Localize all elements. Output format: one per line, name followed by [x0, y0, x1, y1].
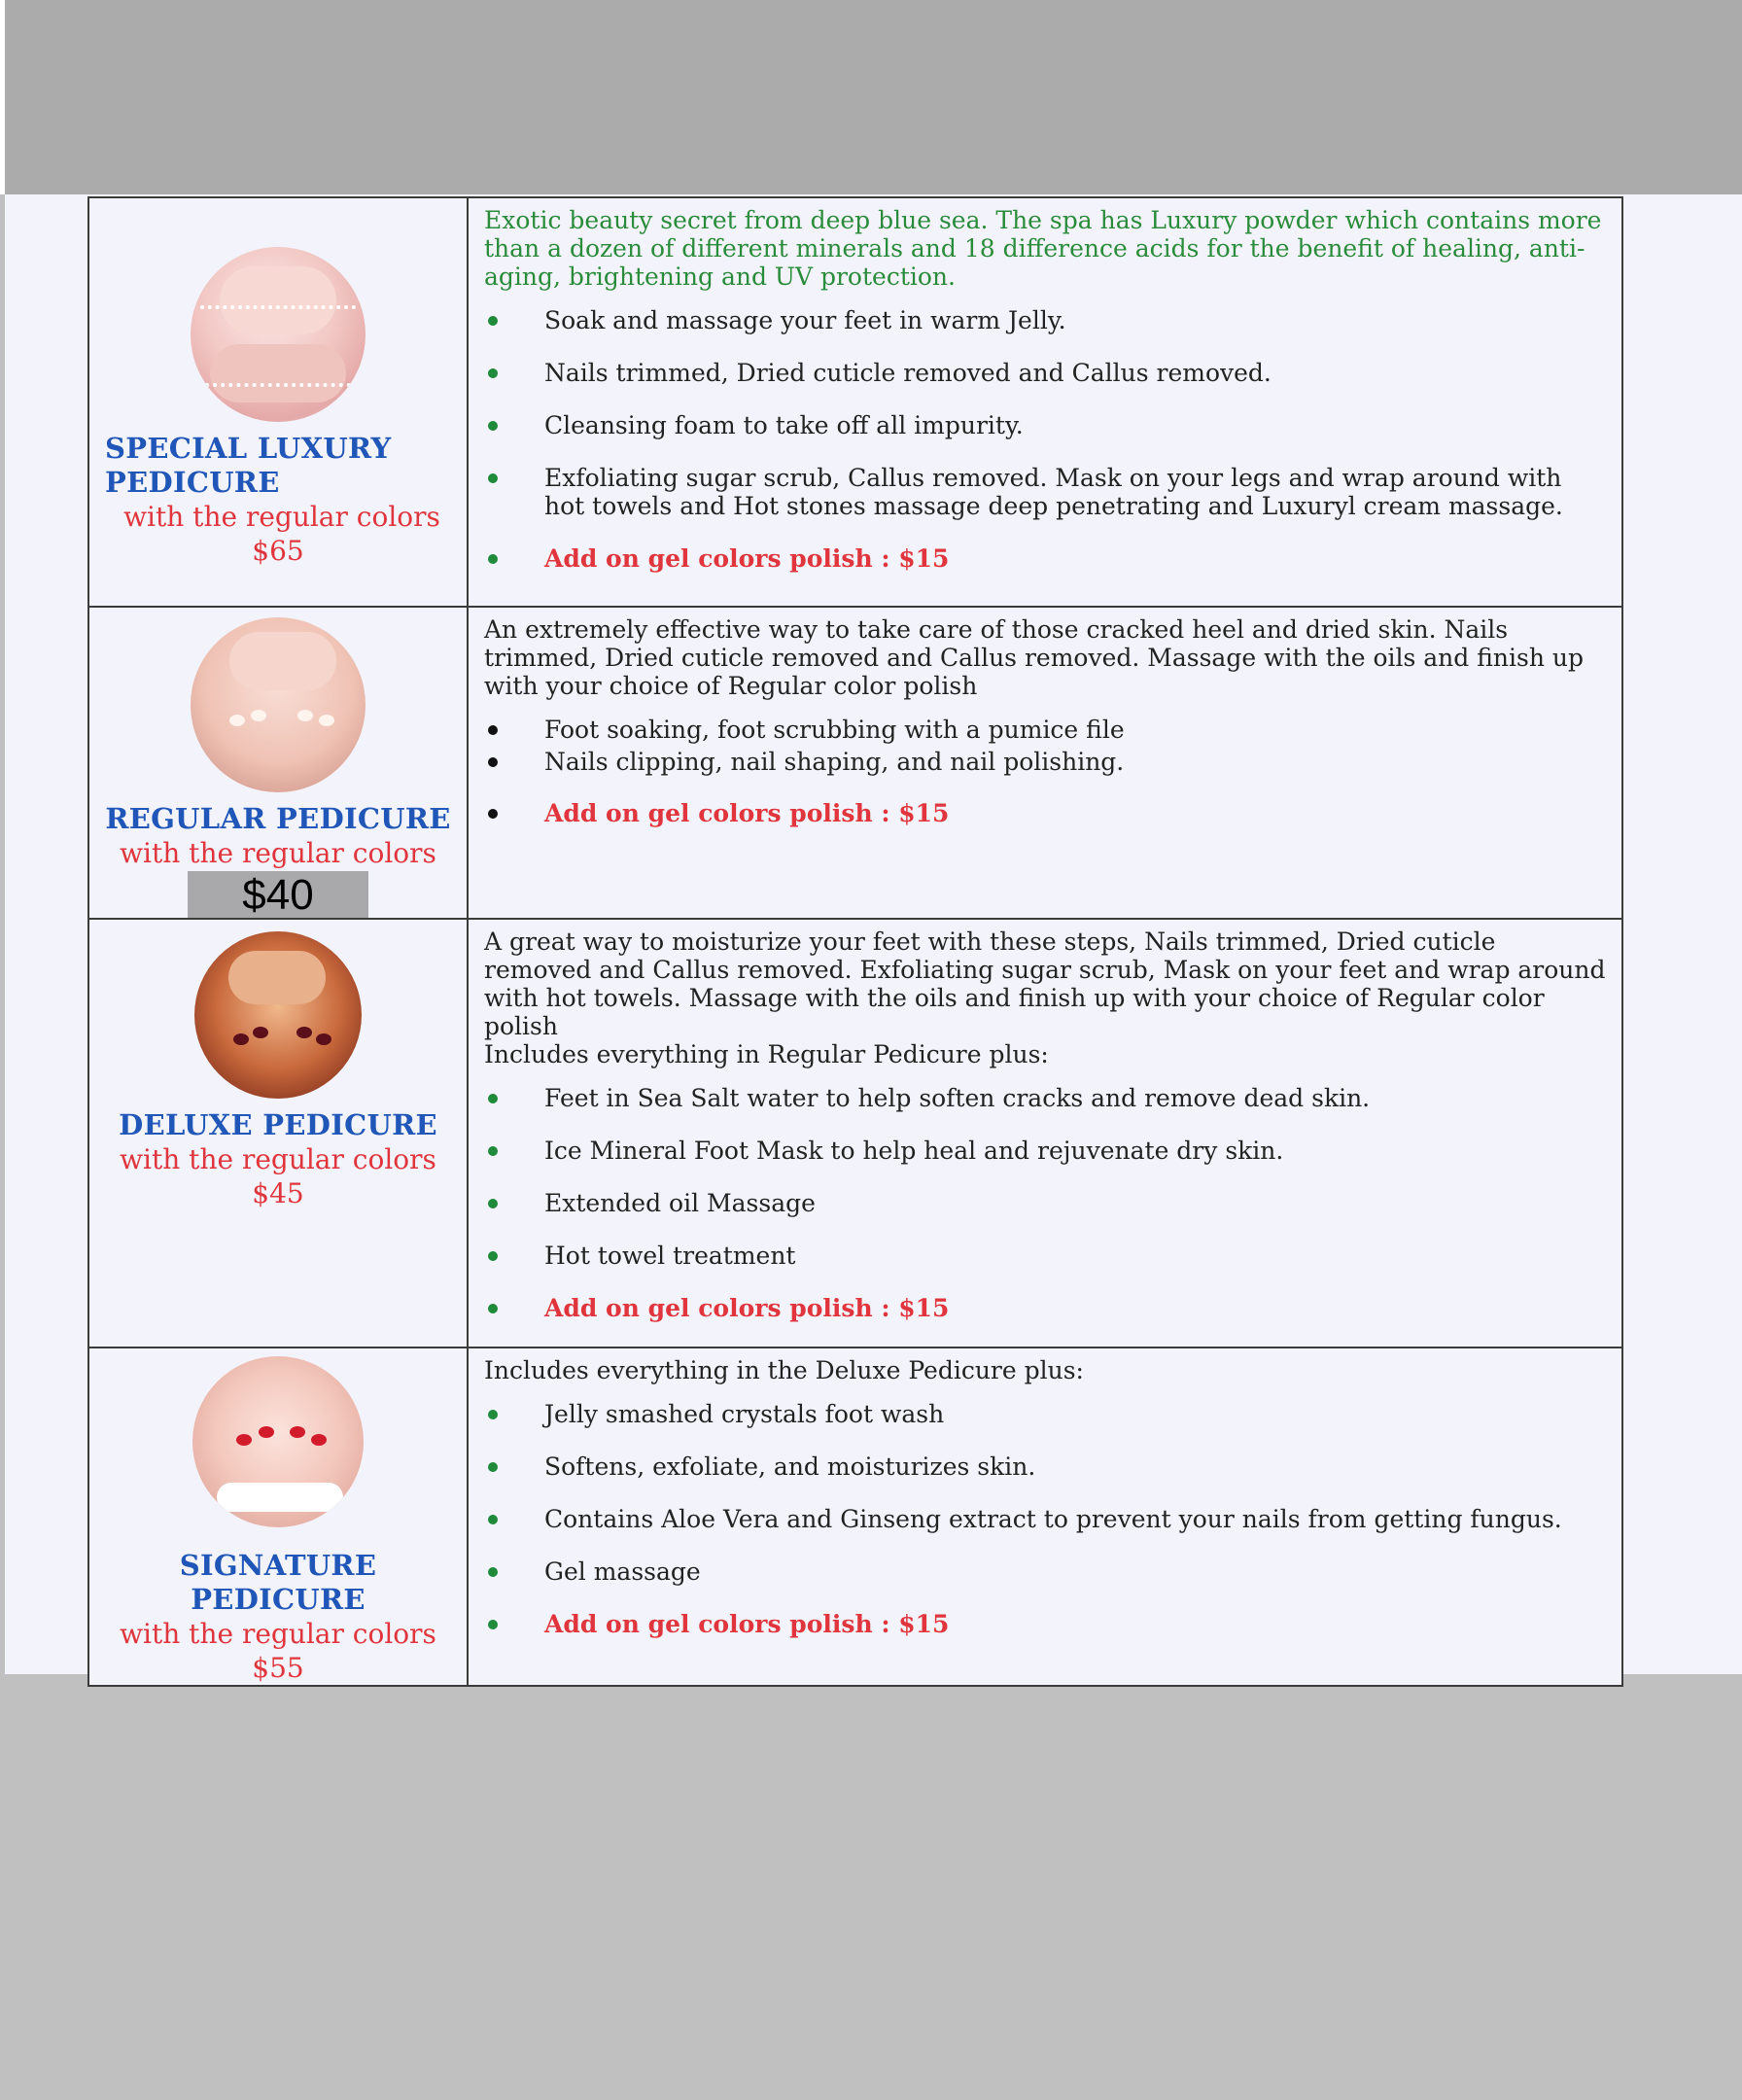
bottom-scan-margin — [0, 1674, 1742, 2100]
service-details-cell — [468, 607, 1622, 919]
service-intro: Includes everything in the Deluxe Pedicure plus: — [484, 1356, 1084, 1384]
service-name: SIGNATURE — [179, 1549, 377, 1582]
bullet-icon — [488, 1199, 498, 1208]
hand-shape — [229, 632, 336, 690]
service-subtitle: with the regular colors — [120, 1618, 436, 1650]
service-details-cell — [468, 919, 1622, 1348]
service-name: DELUXE PEDICURE — [119, 1108, 437, 1141]
service-info-cell — [88, 197, 468, 607]
addon-item: Add on gel colors polish : $15 — [544, 1294, 1608, 1322]
service-subtitle: with the regular colors — [123, 501, 440, 533]
bullet-icon — [488, 1410, 498, 1419]
list-item: Extended oil Massage — [544, 1189, 1608, 1217]
pedicure-menu-table — [87, 196, 1623, 1687]
feature-list — [484, 1084, 1608, 1322]
list-item: Ice Mineral Foot Mask to help heal and rejuvenate dry skin. — [544, 1137, 1608, 1165]
list-item: Contains Aloe Vera and Ginseng extract to prevent your nails from getting fungus. — [544, 1505, 1608, 1533]
service-price: $45 — [252, 1177, 304, 1209]
feet-shape — [210, 344, 346, 402]
bullet-icon — [488, 316, 498, 326]
service-name-line2: PEDICURE — [191, 1583, 366, 1616]
service-row-signature — [88, 1348, 1622, 1686]
service-row-deluxe — [88, 919, 1622, 1348]
list-item: Nails trimmed, Dried cuticle removed and Callus removed. — [544, 359, 1608, 387]
service-name-line2: PEDICURE — [105, 466, 280, 499]
service-info-cell — [88, 919, 468, 1348]
bullet-icon — [488, 473, 498, 483]
service-photo-red-nails — [194, 931, 362, 1099]
service-photo-white-flowers — [192, 1356, 364, 1527]
paper-edge — [0, 0, 5, 194]
service-info-cell — [88, 607, 468, 919]
list-item: Softens, exfoliate, and moisturizes skin. — [544, 1452, 1608, 1481]
bullet-icon — [488, 1251, 498, 1261]
service-photo-feet — [191, 617, 366, 792]
service-info-cell — [88, 1348, 468, 1686]
service-name: SPECIAL LUXURY — [105, 432, 392, 465]
bullet-icon — [488, 1567, 498, 1577]
bullet-icon — [488, 725, 498, 735]
service-intro: A great way to moisturize your feet with these steps, Nails trimmed, Dried cuticle removed and Callus removed. Exfoliating sugar scrub, Mask on your feet and wrap around with hot towels. Massage with the oils and finish up with your choice of Regular color polish — [484, 928, 1606, 1040]
list-item: Hot towel treatment — [544, 1242, 1608, 1270]
list-item: Exfoliating sugar scrub, Callus removed. Mask on your legs and wrap around with hot towels and Hot stones massage deep penetrating and Luxuryl cream massage. — [544, 464, 1608, 520]
pearl-string — [200, 305, 356, 313]
service-row-special-luxury — [88, 197, 1622, 607]
service-price: $55 — [252, 1652, 304, 1684]
service-subtitle: with the regular colors — [120, 1143, 436, 1175]
pearl-string-2 — [205, 383, 351, 391]
list-item: Foot soaking, foot scrubbing with a pumice file — [544, 716, 1608, 744]
bullet-icon — [488, 809, 498, 819]
service-row-regular — [88, 607, 1622, 919]
addon-item: Add on gel colors polish : $15 — [544, 1610, 1608, 1638]
bullet-icon — [488, 757, 498, 767]
bullet-icon — [488, 554, 498, 564]
list-item: Soak and massage your feet in warm Jelly. — [544, 306, 1608, 334]
list-item: Jelly smashed crystals foot wash — [544, 1400, 1608, 1428]
hands-shape — [220, 266, 336, 334]
feature-list — [484, 306, 1608, 573]
bullet-icon — [488, 421, 498, 431]
flower-shape — [217, 1483, 343, 1512]
bullet-icon — [488, 1620, 498, 1629]
bullet-icon — [488, 1146, 498, 1156]
service-price: $40 — [188, 871, 368, 918]
addon-item: Add on gel colors polish : $15 — [544, 799, 1608, 827]
bullet-icon — [488, 1094, 498, 1103]
service-subtitle: with the regular colors — [120, 837, 436, 869]
service-details-cell — [468, 1348, 1622, 1686]
bullet-icon — [488, 1462, 498, 1472]
bullet-icon — [488, 1304, 498, 1313]
list-item: Cleansing foam to take off all impurity. — [544, 411, 1608, 439]
feature-list — [484, 1400, 1608, 1638]
feature-list — [484, 716, 1608, 827]
bullet-icon — [488, 368, 498, 378]
service-details-cell — [468, 197, 1622, 607]
hand-shape — [228, 951, 326, 1004]
list-item: Feet in Sea Salt water to help soften cracks and remove dead skin. — [544, 1084, 1608, 1112]
service-photo-pearls — [191, 247, 366, 422]
top-scan-margin — [0, 0, 1742, 194]
addon-item: Add on gel colors polish : $15 — [544, 544, 1608, 573]
service-intro-secondary: Includes everything in Regular Pedicure plus: — [484, 1040, 1049, 1068]
list-item: Nails clipping, nail shaping, and nail polishing. — [544, 748, 1608, 776]
service-name: REGULAR PEDICURE — [105, 802, 451, 835]
bullet-icon — [488, 1515, 498, 1524]
service-intro: Exotic beauty secret from deep blue sea. The spa has Luxury powder which contains more than a dozen of different minerals and 18 difference acids for the benefit of healing, anti-aging, brightening and UV protection. — [484, 206, 1602, 291]
list-item: Gel massage — [544, 1558, 1608, 1586]
service-price: $65 — [252, 535, 304, 567]
service-intro: An extremely effective way to take care of those cracked heel and dried skin. Nails trimmed, Dried cuticle removed and Callus removed. Massage with the oils and finish up with your choice of Regular color polish — [484, 615, 1584, 700]
